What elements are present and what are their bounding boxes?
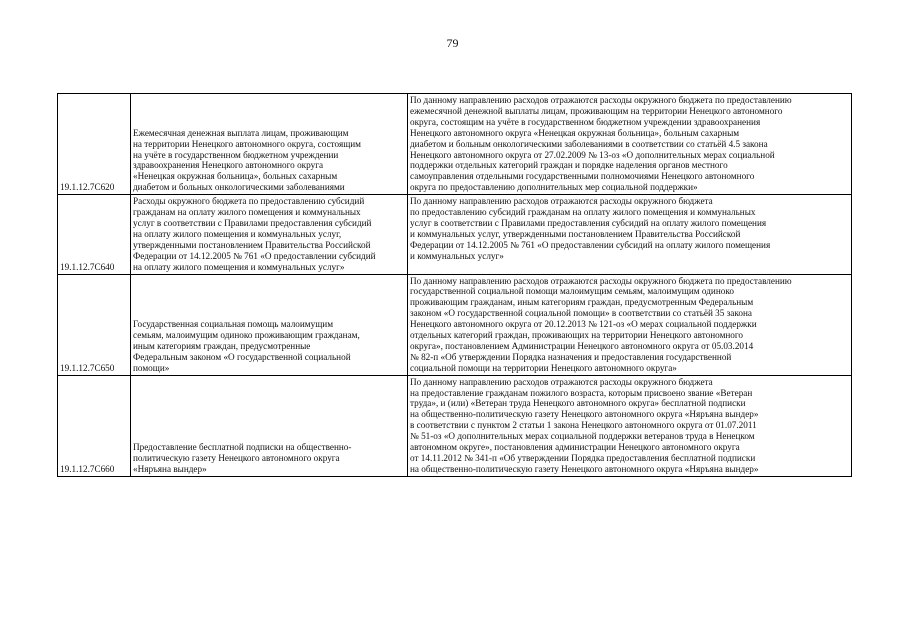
description-line: в соответствии с пунктом 2 статьи 1 закона Ненецкого автономного округа от 01.07.2011 [410,420,757,431]
description-line: автономном округе», постановления администрации Ненецкого автономного округа [410,442,740,453]
name-cell [131,195,408,274]
description-line: Федерации от 14.12.2005 № 761 «О предоставлении субсидий на оплату жилого помещения [410,239,771,250]
description-line: на общественно-политическую газету Ненецкого автономного округа «Няръяна вындер» [410,463,759,474]
code-cell: 19.1.12.7С640 [58,195,131,274]
description-line: округа, состоящим на учёте в государственном бюджетном учреждении здравоохранения [410,116,761,127]
description-cell [408,375,852,476]
table-row [58,195,852,274]
name-line: Ежемесячная денежная выплата лицам, проживающим [133,127,349,138]
name-line: на учёте в государственном бюджетном учреждении [133,149,339,160]
name-line: семьям, малоимущим одиноко проживающим гражданам, [133,330,360,341]
description-line: Ненецкого автономного округа от 20.12.2013 № 121-оз «О мерах социальной поддержки [410,319,757,330]
description-line: проживающим гражданам, иным категориям граждан, предусмотренным Федеральным [410,297,754,308]
name-line: помощи» [133,362,170,373]
name-line: иным категориям граждан, предусмотренные [133,340,311,351]
description-line: и коммунальных услуг, утвержденными постановлением Правительства Российской [410,228,741,239]
name-line: на территории Ненецкого автономного округа, состоящим [133,138,361,149]
table-body [58,94,852,477]
description-line: поддержки отдельных категорий граждан и порядке наделения органов местного [410,160,728,171]
description-line: на общественно-политическую газету Ненецкого автономного округа «Няръяна вындер» [410,409,759,420]
description-line: № 51-оз «О дополнительных мерах социальной поддержки ветеранов труда в Ненецком [410,431,755,442]
table-row [58,94,852,195]
name-line: Федеральным законом «О государственной социальной [133,351,351,362]
description-line: По данному направлению расходов отражаются расходы окружного бюджета [410,196,713,207]
table-row [58,375,852,476]
name-line: гражданам на оплату жилого помещения и коммунальных [133,207,361,218]
name-line: утвержденными постановлением Правительства Российской [133,239,371,250]
name-line: политическую газету Ненецкого автономного округа [133,453,340,463]
description-line: По данному направлению расходов отражаются расходы окружного бюджета [410,376,713,387]
description-line: Ненецкого автономного округа от 27.02.2009 № 13-оз «О дополнительных мерах социальной [410,149,775,160]
name-line: на оплату жилого помещения и коммунальных услуг, [133,228,342,239]
description-line: от 14.11.2012 № 341-п «Об утверждении Порядка предоставления бесплатной подписки [410,453,756,463]
description-line: государственной социальной помощи малоимущим семьям, малоимущим одиноко [410,286,734,297]
description-line: отдельных категорий граждан, проживающих на территории Ненецкого автономного [410,330,744,341]
name-line: Предоставление бесплатной подписки на общественно- [133,442,352,453]
name-line: «Няръяна вындер» [133,463,207,474]
description-line: труда», и (или) «Ветеран труда Ненецкого автономного округа» бесплатной подписки [410,398,746,409]
description-line: услуг в соответствии с Правилами предоставления субсидий на оплату жилого помещения [410,217,767,228]
name-line: услуг в соответствии с Правилами предоставления субсидий [133,217,372,228]
description-line: социальной помощи на территории Ненецкого автономного округа» [410,362,677,373]
description-line: По данному направлению расходов отражаются расходы окружного бюджета по предоставлению [410,275,792,286]
name-line: «Ненецкая окружная больница», больных сахарным [133,171,338,182]
name-cell [131,94,408,195]
name-cell [131,375,408,476]
description-line: законом «О государственной социальной помощи» в соответствии со статьёй 35 закона [410,308,752,319]
description-line: на предоставление гражданам пожилого возраста, которым присвоено звание «Ветеран [410,387,753,398]
page-number: 79 [446,36,459,50]
name-cell [131,274,408,375]
description-line: ежемесячной денежной выплаты лицам, проживающим на территории Ненецкого автономного [410,105,783,116]
description-cell [408,94,852,195]
description-line: диабетом и больным онкологическими заболеваниями в соответствии со статьёй 4.5 закона [410,138,768,149]
description-line: округа по предоставлению дополнительных мер социальной поддержки» [410,182,698,193]
name-line: на оплату жилого помещения и коммунальных услуг» [133,261,345,272]
description-line: и коммунальных услуг» [410,250,504,261]
name-line: Федерации от 14.12.2005 № 761 «О предоставлении субсидий [133,250,376,261]
table-row [58,274,852,375]
budget-classification-table [57,93,852,477]
description-line: По данному направлению расходов отражаются расходы окружного бюджета по предоставлению [410,95,792,105]
name-line: диабетом и больных онкологическими заболеваниями [133,182,345,193]
description-line: округа», постановлением Администрации Ненецкого автономного округа от 05.03.2014 [410,340,754,351]
code-cell: 19.1.12.7С660 [58,375,131,476]
name-line: здравоохранения Ненецкого автономного округа [133,160,324,171]
description-line: по предоставлению субсидий гражданам на оплату жилого помещения и коммунальных [410,207,756,218]
code-cell: 19.1.12.7С620 [58,94,131,195]
code-cell: 19.1.12.7С650 [58,274,131,375]
name-line: Расходы окружного бюджета по предоставлению субсидий [133,196,365,207]
description-cell [408,274,852,375]
description-cell [408,195,852,274]
description-line: самоуправления отдельными государственными полномочиями Ненецкого автономного [410,171,755,182]
description-line: Ненецкого автономного округа «Ненецкая окружная больница», больным сахарным [410,127,740,138]
description-line: № 82-п «Об утверждении Порядка назначения и предоставления государственной [410,351,732,362]
name-line: Государственная социальная помощь малоимущим [133,319,334,330]
